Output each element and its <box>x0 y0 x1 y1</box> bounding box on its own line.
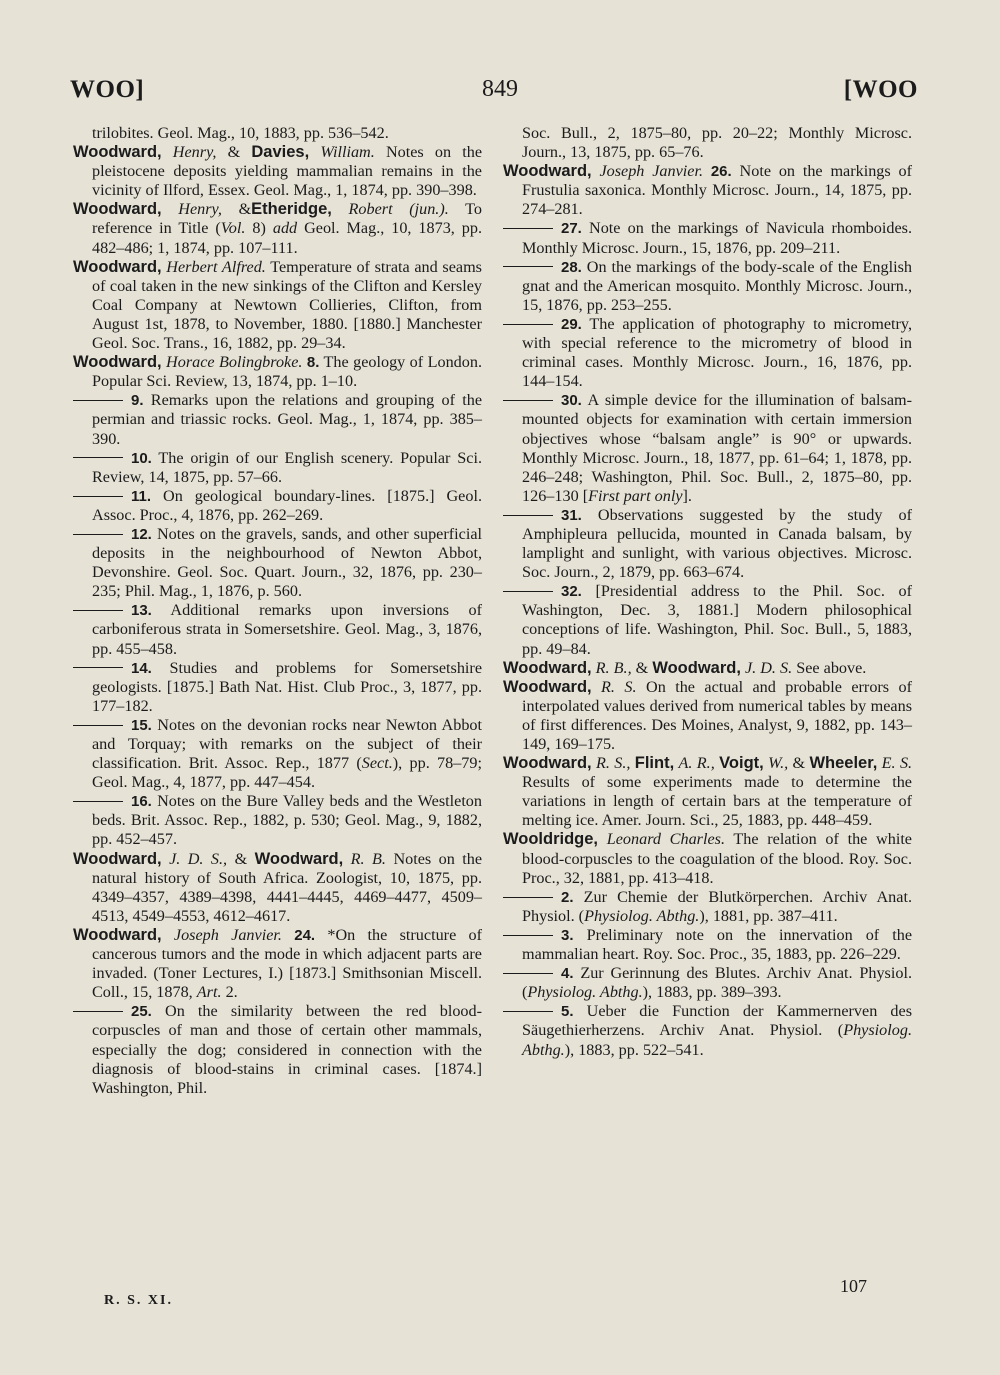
amp: & <box>238 200 252 219</box>
entry-number: 28. <box>561 258 582 276</box>
forename: Joseph Janvier. <box>599 162 704 181</box>
italic-text: Physiolog. Abthg. <box>527 983 643 1002</box>
forename: Henry, <box>172 143 217 162</box>
entry-number: 8. <box>306 354 320 372</box>
ditto-rule <box>503 1011 553 1012</box>
entry-text: Geol. Mag., 10, 1873, pp. 482–486; 1, 1874, pp. 107–111. <box>92 219 483 257</box>
entry-number: 29. <box>561 315 582 333</box>
continued-entry: Soc. Bull., 2, 1875–80, pp. 20–22; Monthly Microsc. Journ., 13, 1875, pp. 65–76. <box>522 124 912 162</box>
entry-text: Observations suggested by the study of Amphipleura pellucida, mounted in Canada balsam, by lamplight and sunlight, with various objectives. Microsc. Soc. Journ., 2, 1879, pp. 663–674. <box>522 505 912 582</box>
entry-text: On geological boundary-lines. [1875.] Geol. Assoc. Proc., 4, 1876, pp. 262–269. <box>92 486 482 524</box>
ditto-rule <box>73 534 123 535</box>
entry-woodward-joseph <box>73 926 482 1002</box>
entry-text: Results of some experiments made to determine the variations in length of certain bars at the temperature of melting ice. Amer. Journ. Sci., 25, 1883, pp. 448–459. <box>522 773 912 830</box>
forename: W., <box>768 754 789 773</box>
entry-number: 14. <box>131 659 152 677</box>
entry-text: [Presidential address to the Phil. Soc. of Washington, Dec. 3, 1881.] Modern philosophical conceptions of life. Washington, Phil. Soc. Bull., 5, 1883, pp. 49–84. <box>522 582 912 658</box>
entry-text: The geology of London. Popular Sci. Review, 13, 1874, pp. 1–10. <box>92 353 482 391</box>
entry-number: 13. <box>131 602 152 620</box>
entry-text: ), 1883, pp. 522–541. <box>564 1040 704 1059</box>
entry-text: On the similarity between the red blood-corpuscles of man and those of certain other mammals, especially the dog; considered in connection with the diagnosis of blood-stains in criminal cases. [1874.] Washington, Phil. <box>92 1002 483 1097</box>
entry-woodward-horace <box>73 353 482 391</box>
sub-entry <box>73 792 482 849</box>
entry-number: 25. <box>131 1003 152 1021</box>
author: Woodward, <box>652 658 741 677</box>
ditto-rule <box>503 591 553 592</box>
forename: A. R., <box>678 754 715 773</box>
author: Woodward, <box>73 143 162 162</box>
forename: R. B., <box>595 658 632 677</box>
ditto-rule <box>503 266 553 267</box>
entry-text: Remarks upon the relations and grouping of the permian and triassic rocks. Geol. Mag., 1, 1874, pp. 385–390. <box>92 391 483 448</box>
ditto-rule <box>503 324 553 325</box>
entry-text: A simple device for the illumination of balsam-mounted objects for examination with certain immersion objectives whose “balsam angle” is 90° or upwards. Monthly Microsc. Journ., 18, 1877, pp. 61–64; 1, 1878, pp. 246–248; Washington, Phil. Soc. Bull., 2, 1875–80, pp. 126–130 [ <box>522 391 913 505</box>
entry-number: 10. <box>131 449 152 467</box>
ditto-rule <box>73 496 123 497</box>
right-column <box>503 124 912 1060</box>
sheet-number: 107 <box>840 1276 867 1296</box>
entry-number: 12. <box>131 525 152 543</box>
ditto-rule <box>503 897 553 898</box>
entry-number: 5. <box>561 1003 574 1021</box>
author: Woodward, <box>73 257 162 276</box>
sub-entry <box>503 219 912 257</box>
entry-woodward-herbert <box>73 258 482 353</box>
entry-text: Zur Chemie der Blutkörperchen. Archiv Anat. Physiol. ( <box>522 887 913 925</box>
entry-text: Notes on the devonian rocks near Newton Abbot and Torquay; with remarks on the subject of their classification. Brit. Assoc. Rep., 1877 ( <box>92 715 482 773</box>
author: Voigt, <box>719 754 764 773</box>
entry-wooldridge <box>503 830 912 887</box>
sub-entry <box>73 601 482 658</box>
author: Wheeler, <box>809 754 878 773</box>
entry-number: 2. <box>561 888 574 906</box>
entry-text: Ueber die Function der Kammernerven des Säugethierherzens. Archiv Anat. Physiol. ( <box>522 1002 912 1040</box>
entry-text: The origin of our English scenery. Popular Sci. Review, 14, 1875, pp. 57–66. <box>92 448 482 486</box>
sub-entry <box>503 506 912 582</box>
forename: William. <box>320 143 375 162</box>
ditto-rule <box>503 515 553 516</box>
forename: J. D. S., <box>169 849 228 868</box>
forename: Herbert Alfred. <box>166 257 266 276</box>
forename: R. S., <box>595 754 631 773</box>
forename: Henry, <box>178 200 222 219</box>
entry-number: 3. <box>561 926 574 944</box>
entry-woodward-rs <box>503 678 912 754</box>
entry-text: See above. <box>796 658 867 677</box>
ditto-rule <box>503 935 553 936</box>
ditto-rule <box>73 400 123 401</box>
author: Woodward, <box>73 200 162 219</box>
author: Etheridge, <box>251 200 332 219</box>
entry-text: ), 1881, pp. 387–411. <box>699 906 838 925</box>
sub-entry <box>73 487 482 525</box>
entry-number: 30. <box>561 392 582 410</box>
running-head-right: [WOO <box>843 76 918 103</box>
entry-text: To reference in Title ( <box>92 200 483 238</box>
sub-entry <box>503 1002 912 1059</box>
entry-text: Preliminary note on the innervation of the mammalian heart. Roy. Soc. Proc., 35, 1883, pp. 226–229. <box>522 925 913 964</box>
entry-text: On the actual and probable errors of interpolated values derived from numerical tables by means of first differences. Des Moines, Analyst, 9, 1882, pp. 143–149, 169–175. <box>522 677 913 753</box>
running-head-left: WOO] <box>70 76 145 103</box>
author: Woodward, <box>503 677 592 696</box>
entry-text: The relation of the white blood-corpuscles to the coagulation of the blood. Roy. Soc. Proc., 32, 1881, pp. 413–418. <box>522 830 912 887</box>
sub-entry <box>73 1002 482 1097</box>
sub-entry <box>73 391 482 448</box>
entry-number: 26. <box>710 163 732 181</box>
entry-number: 32. <box>561 583 582 601</box>
forename: Horace Bolingbroke. <box>166 353 303 372</box>
ditto-rule <box>73 457 123 458</box>
entry-text: Notes on the pleistocene deposits yielding mammalian remains in the vicinity of Ilford, Essex. Geol. Mag., 1, 1874, pp. 390–398. <box>92 143 483 200</box>
entry-text: *On the structure of cancerous tumors and the mode in which adjacent parts are invaded. (Toner Lectures, I.) [1873.] Smithsonian Miscell. Coll., 15, 1878, <box>92 925 483 1002</box>
sub-entry <box>73 659 482 716</box>
sub-entry <box>73 525 482 601</box>
entry-woodward-henry-etheridge <box>73 200 482 257</box>
author: Woodward, <box>73 925 162 944</box>
forename: E. S. <box>881 754 913 773</box>
italic-text: Physiolog. Abthg. <box>522 1021 912 1059</box>
sub-entry <box>503 964 912 1002</box>
author: Woodward, <box>73 849 162 868</box>
ditto-rule <box>503 400 553 401</box>
sub-entry <box>503 258 912 315</box>
author: Woodward, <box>503 162 592 181</box>
entry-text: Additional remarks upon inversions of carboniferous strata in Somersetshire. Geol. Mag., 3, 1876, pp. 455–458. <box>92 601 483 658</box>
author: Wooldridge, <box>503 830 599 849</box>
entry-text: Zur Gerinnung des Blutes. Archiv Anat. Physiol. ( <box>522 964 912 1002</box>
italic-text: Sect. <box>361 754 393 773</box>
italic-text: First part only <box>588 486 683 505</box>
entry-woodward-henry-davies <box>73 143 482 200</box>
amp: & <box>234 849 248 868</box>
entry-text: Temperature of strata and seams of coal taken in the new sinkings of the Clifton and Kersley Coal Company at Newtown Collieries, Clifton, from August 1st, 1878, to November, 1880. [1880.] Manchester Geol. Soc. Trans., 16, 1882, pp. 29–34. <box>92 257 482 353</box>
amp: & <box>635 658 649 677</box>
italic-text: Physiolog. Abthg. <box>584 906 700 925</box>
entry-text: The application of photography to micrometry, with special reference to the micrometry of blood in criminal cases. Monthly Microsc. Journ., 16, 1876, pp. 144–154. <box>522 314 912 391</box>
italic-text: Vol. <box>220 219 246 238</box>
page-number: 849 <box>482 76 518 102</box>
amp: & <box>227 143 241 162</box>
forename: Robert (jun.). <box>348 200 449 219</box>
author: Davies, <box>251 143 310 162</box>
forename: J. D. S. <box>744 658 793 677</box>
entry-number: 11. <box>131 487 152 505</box>
entry-text: 2. <box>221 983 238 1002</box>
entry-woodward-rb <box>503 659 912 678</box>
sub-entry <box>503 391 912 506</box>
entry-number: 27. <box>561 220 582 238</box>
entry-woodward-flint-voigt-wheeler <box>503 754 912 830</box>
entry-text: 8) <box>252 219 273 238</box>
continued-entry: trilobites. Geol. Mag., 10, 1883, pp. 536–542. <box>92 124 389 142</box>
entry-number: 31. <box>561 506 582 524</box>
forename: Leonard Charles. <box>606 830 725 849</box>
author: Woodward, <box>503 754 592 773</box>
sub-entry <box>73 449 482 487</box>
entry-text: Notes on the gravels, sands, and other superficial deposits in the neighbourhood of Newton Abbot, Devonshire. Geol. Soc. Quart. Journ., 32, 1876, pp. 230–235; Phil. Mag., 1, 1876, p. 560. <box>92 524 482 601</box>
ditto-rule <box>73 725 123 726</box>
entry-woodward-joseph-cont <box>503 162 912 219</box>
forename: R. S. <box>601 677 637 696</box>
sub-entry <box>503 888 912 926</box>
italic-text: add <box>272 219 298 238</box>
forename: Joseph Janvier. <box>173 925 282 944</box>
ditto-rule <box>73 801 123 802</box>
author: Flint, <box>634 754 675 773</box>
sub-entry <box>503 926 912 964</box>
sub-entry <box>503 315 912 391</box>
sub-entry <box>73 716 482 792</box>
entry-text: ), pp. 78–79; Geol. Mag., 4, 1877, pp. 447–454. <box>92 754 482 792</box>
ditto-rule <box>73 667 123 668</box>
author: Woodward, <box>254 849 344 868</box>
ditto-rule <box>73 610 123 611</box>
entry-number: 24. <box>294 926 316 944</box>
signature-mark: R. S. XI. <box>104 1293 173 1308</box>
entry-text: On the markings of the body-scale of the English gnat and the American mosquito. Monthly Microsc. Journ., 15, 1876, pp. 253–255. <box>522 257 913 314</box>
forename: R. B. <box>350 849 386 868</box>
italic-text: Art. <box>196 983 222 1002</box>
entry-text: Notes on the Bure Valley beds and the Westleton beds. Brit. Assoc. Rep., 1882, p. 530; Geol. Mag., 9, 1882, pp. 452–457. <box>92 792 482 849</box>
entry-number: 16. <box>131 793 152 811</box>
entry-number: 9. <box>131 392 144 410</box>
entry-number: 4. <box>561 965 574 983</box>
entry-text: ), 1883, pp. 389–393. <box>642 983 782 1002</box>
ditto-rule <box>503 973 553 974</box>
entry-text: Studies and problems for Somersetshire geologists. [1875.] Bath Nat. Hist. Club Proc., 3, 1877, pp. 177–182. <box>92 658 483 715</box>
entry-text: Note on the markings of Frustulia saxonica. Monthly Microsc. Journ., 14, 1875, pp. 274–281. <box>522 162 912 219</box>
amp: & <box>792 754 806 773</box>
author: Woodward, <box>503 658 592 677</box>
author: Woodward, <box>73 353 162 372</box>
entry-text: Note on the markings of Navicula rhomboides. Monthly Microsc. Journ., 15, 1876, pp. 209–211. <box>522 219 912 257</box>
entry-text: Notes on the natural history of South Africa. Zoologist, 10, 1875, pp. 4349–4357, 4389–4398, 4441–4445, 4469–4477, 4509–4513, 4549–4553, 4612–4617. <box>92 849 483 925</box>
ditto-rule <box>503 228 553 229</box>
entry-woodward-jds <box>73 850 482 926</box>
sub-entry <box>503 582 912 658</box>
entry-text: ]. <box>682 486 692 505</box>
ditto-rule <box>73 1011 123 1012</box>
left-column <box>73 124 482 1098</box>
entry-number: 15. <box>131 716 152 734</box>
